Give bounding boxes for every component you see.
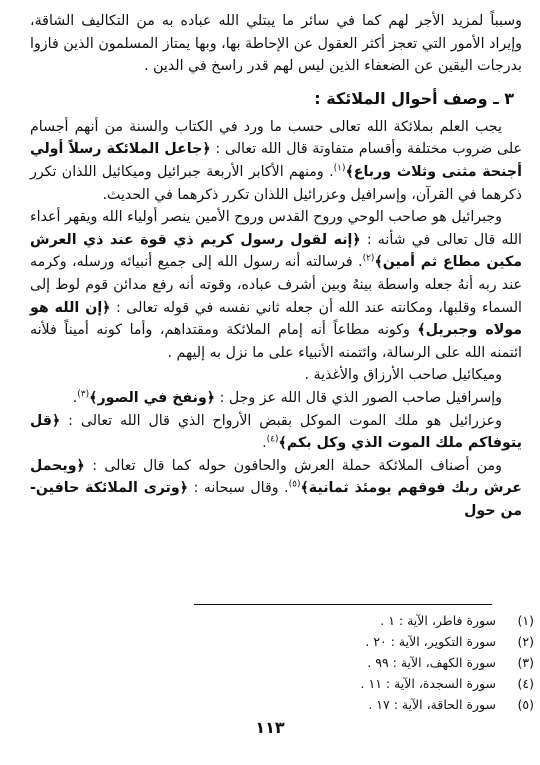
text-run: وإسرافيل صاحب الصور الذي قال الله عز وجل : bbox=[215, 389, 502, 406]
footnote-ref: (٣) bbox=[77, 389, 90, 400]
footnote-number: (٢) bbox=[517, 634, 534, 649]
footnote-divider bbox=[194, 604, 492, 605]
paragraph-throne-bearers bbox=[30, 455, 522, 523]
footnote-text: سورة السجدة، الآية : ١١ . bbox=[360, 676, 496, 691]
paragraph-israfil bbox=[30, 387, 522, 410]
footnote-text: سورة فاطر، الآية : ١ . bbox=[380, 613, 496, 628]
text-run: . فرسالته أنه رسول الله إلى جميع أنبيائه ورسله، وكرمه عند ربه أنهُ جعله واسطة بينهُ وبين أشرف عباده، وقوته أنه رفع مدائن قوم لوط إلى السماء وقلبها، ومكانته عند الله أن جعله ثاني نفسه في قوله تعالى : bbox=[30, 254, 522, 316]
footnote-ref: (٢) bbox=[362, 253, 375, 264]
text-run: . ومنهم الأكابر الأربعة جبرائيل وميكائيل اللذان تكرر ذكرهما في القرآن، وإسرافيل وعزرائيل اللذان تكرر ذكرهما في الحديث. bbox=[30, 163, 522, 203]
section-heading: ٣ ـ وصف أحوال الملائكة : bbox=[314, 88, 514, 108]
quran-quote: ﴿إن الله هو مولاه وجبريل﴾ bbox=[30, 299, 522, 339]
paragraph-angels-knowledge bbox=[30, 116, 522, 206]
intro-paragraph: وسبباً لمزيد الأجر لهم كما في سائر ما يبتلي الله عباده به من التكاليف الشاقة، وإيراد الأمور التي تعجز أكثر العقول عن الإحاطة بها، وبها يمتاز المسلمون الذين فازوا بدرجات اليقين عن الضعفاء الذين ليس لهم قدر راسخ في الدين . bbox=[30, 13, 522, 75]
footnote-ref: (١) bbox=[333, 163, 346, 174]
footnote-item bbox=[234, 694, 534, 715]
footnote-number: (١) bbox=[517, 613, 534, 628]
text-run: وعزرائيل هو ملك الموت الموكل بقبض الأرواح الذي قال الله تعالى : bbox=[60, 412, 502, 429]
footnote-text: سورة الحاقة، الآية : ١٧ . bbox=[368, 697, 496, 712]
footnote-item bbox=[234, 673, 534, 694]
footnote-ref: (٥) bbox=[288, 479, 301, 490]
paragraph-mikail: وميكائيل صاحب الأرزاق والأغذية . bbox=[304, 367, 502, 384]
paragraph-azrail bbox=[30, 410, 522, 455]
page-number: ١١٣ bbox=[255, 718, 285, 737]
footnote-item bbox=[234, 652, 534, 673]
footnote-text: سورة الكهف، الآية : ٩٩ . bbox=[367, 655, 496, 670]
footnote-ref: (٤) bbox=[266, 434, 279, 445]
footnote-number: (٥) bbox=[517, 697, 534, 712]
text-run: . وقال سبحانه : bbox=[188, 480, 289, 497]
text-run: يجب العلم بملائكة الله تعالى حسب ما ورد في الكتاب والسنة من أنهم أجسام على ضروب مختلفة وأقسام متفاوتة قال الله تعالى : bbox=[30, 118, 523, 158]
quran-quote: ﴿ونفخ في الصور﴾ bbox=[89, 389, 216, 406]
text-run: وكونه مطاعاً أنه إمام الملائكة ومقتداهم، وأما كونه أميناً فلأنه ائتمنه الله على الرسالة، وائتمنه الأنبياء على ما نزل به إليهم . bbox=[30, 322, 522, 361]
footnotes bbox=[234, 610, 534, 715]
quran-quote: ﴿وترى الملائكة حافين-من حول bbox=[30, 480, 522, 519]
quran-quote: ﴿ويحمل عرش ربك فوقهم يومئذ ثمانية﴾ bbox=[30, 457, 522, 497]
quran-quote: ﴿قل يتوفاكم ملك الموت الذي وكل بكم﴾ bbox=[30, 412, 522, 452]
footnote-number: (٣) bbox=[517, 655, 534, 670]
text-run: وجبرائيل هو صاحب الوحي وروح القدس وروح الأمين ينصر أولياء الله ويقهر أعداء الله قال تعالى في شأنه : bbox=[30, 209, 522, 248]
footnote-item bbox=[234, 610, 534, 631]
text-run: ومن أصناف الملائكة حملة العرش والحافون حوله كما قال تعالى : bbox=[84, 457, 502, 474]
footnote-item bbox=[234, 631, 534, 652]
footnote-text: سورة التكوير، الآية : ٢٠ . bbox=[365, 634, 496, 649]
footnote-number: (٤) bbox=[517, 676, 534, 691]
quran-quote: ﴿إنه لقول رسول كريم ذي قوة عند ذي العرش مكين مطاع ثم أمين﴾ bbox=[30, 231, 522, 271]
quran-quote: ﴿جاعل الملائكة رسلاً أولي أجنحة مثنى وثلاث ورباع﴾ bbox=[30, 141, 522, 180]
paragraph-jibril bbox=[30, 206, 522, 364]
text-run: . bbox=[262, 435, 267, 452]
text-run: . bbox=[72, 389, 78, 406]
